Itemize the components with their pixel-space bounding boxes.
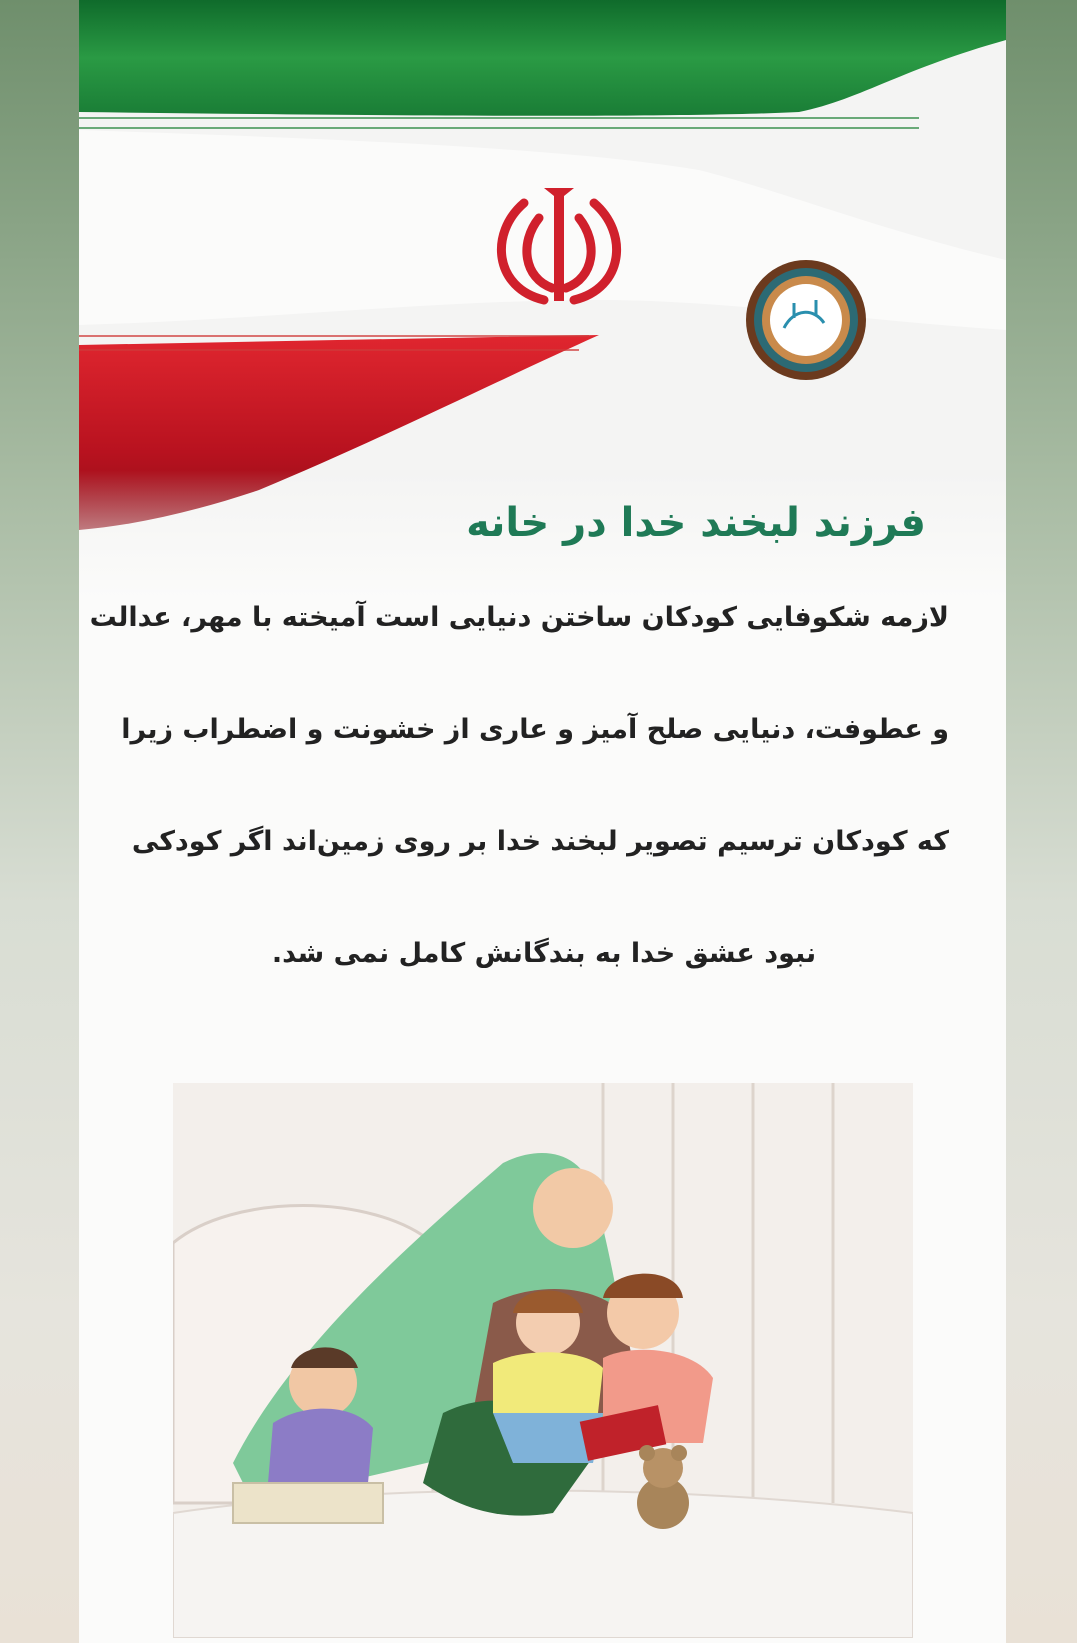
body-line-4: نبود عشق خدا به بندگانش کامل نمی شد. — [271, 938, 817, 969]
mother-reading-to-children-illustration — [173, 1083, 913, 1638]
body-line-2: و عطوفت، دنیایی صلح آمیز و عاری از خشونت و اضطراب زیرا — [121, 714, 949, 745]
body-line-1: لازمه شکوفایی کودکان ساختن دنیایی است آمیخته با مهر، عدالت — [89, 602, 949, 633]
ornate-circular-logo-icon — [744, 258, 868, 382]
story-card — [79, 0, 1006, 1643]
body-paragraph — [89, 562, 949, 1010]
page-title: فرزند لبخند خدا در خانه — [466, 500, 926, 546]
iran-emblem-icon — [484, 178, 634, 318]
body-line-3: که کودکان ترسیم تصویر لبخند خدا بر روی زمین‌اند اگر کودکی — [131, 826, 949, 857]
